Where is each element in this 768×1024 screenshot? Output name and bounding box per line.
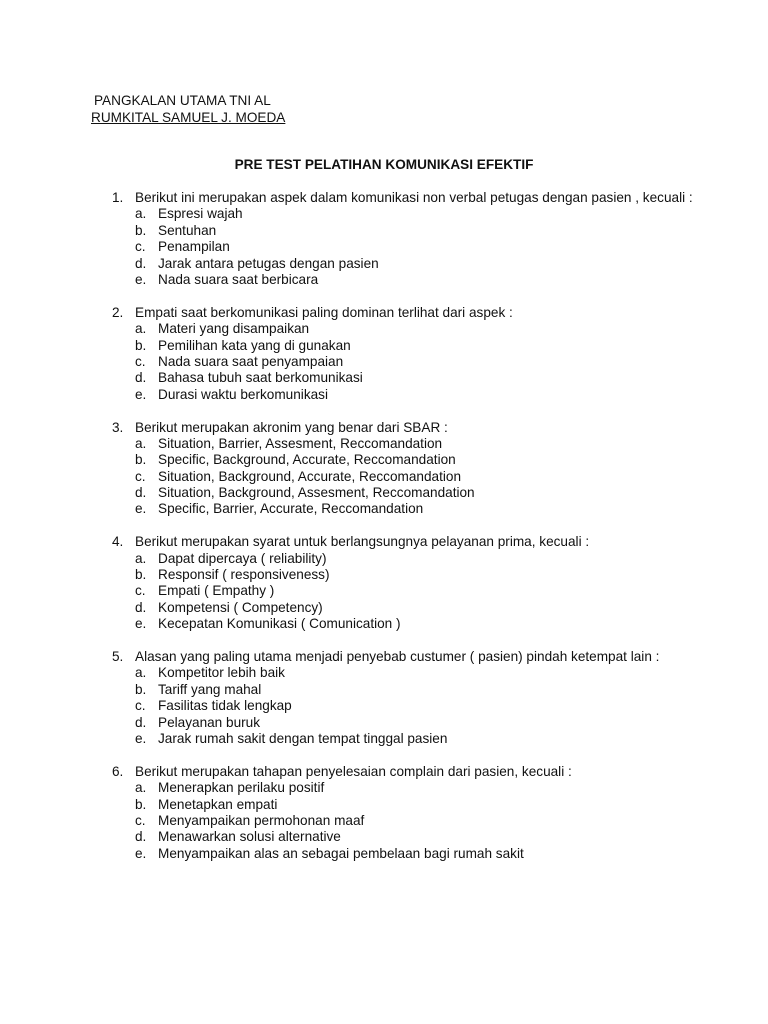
option-item xyxy=(135,715,732,731)
option-item xyxy=(135,485,732,501)
option-list xyxy=(135,665,732,747)
option-text: Pemilihan kata yang di gunakan xyxy=(158,337,351,353)
option-letter: a. xyxy=(135,550,147,566)
hospital-name: RUMKITAL SAMUEL J. MOEDA xyxy=(91,110,286,125)
question-text: Berikut ini merupakan aspek dalam komunikasi non verbal petugas dengan pasien , kecuali : xyxy=(135,190,693,205)
document-header xyxy=(91,93,285,127)
option-item xyxy=(135,665,732,681)
option-letter: c. xyxy=(135,812,146,828)
option-item xyxy=(135,338,732,354)
option-text: Penampilan xyxy=(158,239,230,255)
question-4 xyxy=(112,534,732,632)
option-text: Situation, Barrier, Assesment, Reccomandation xyxy=(158,435,443,451)
option-list xyxy=(135,436,732,518)
option-letter: e. xyxy=(135,730,147,746)
option-text: Espresi wajah xyxy=(158,206,243,222)
option-item xyxy=(135,452,732,468)
option-text: Bahasa tubuh saat berkomunikasi xyxy=(158,370,363,386)
question-3 xyxy=(112,420,732,518)
option-letter: b. xyxy=(135,681,147,697)
question-2 xyxy=(112,305,732,403)
option-item xyxy=(135,436,732,452)
option-letter: d. xyxy=(135,829,147,845)
option-letter: b. xyxy=(135,337,147,353)
question-number: 5. xyxy=(112,649,124,664)
option-text: Menyampaikan permohonan maaf xyxy=(158,812,365,828)
option-item xyxy=(135,682,732,698)
question-1 xyxy=(112,190,732,288)
option-letter: c. xyxy=(135,239,146,255)
option-text: Situation, Background, Assesment, Reccomandation xyxy=(158,485,475,501)
question-number: 3. xyxy=(112,419,124,435)
option-item xyxy=(135,387,732,403)
option-letter: d. xyxy=(135,255,147,271)
option-item xyxy=(135,616,732,632)
document-title: PRE TEST PELATIHAN KOMUNIKASI EFEKTIF xyxy=(234,157,534,172)
option-letter: d. xyxy=(135,714,147,730)
option-text: Sentuhan xyxy=(158,222,217,238)
option-text: Kompetensi ( Competency) xyxy=(158,599,323,615)
option-letter: a. xyxy=(135,321,147,337)
option-letter: d. xyxy=(135,370,147,386)
option-item xyxy=(135,354,732,370)
option-text: Kompetitor lebih baik xyxy=(158,665,285,681)
question-number: 6. xyxy=(112,763,124,779)
option-item xyxy=(135,731,732,747)
option-letter: e. xyxy=(135,501,147,517)
option-text: Specific, Background, Accurate, Reccomandation xyxy=(158,452,456,468)
institution-name: PANGKALAN UTAMA TNI AL xyxy=(94,93,271,108)
option-text: Jarak rumah sakit dengan tempat tinggal pasien xyxy=(158,730,448,746)
option-item xyxy=(135,256,732,272)
question-list xyxy=(112,190,732,879)
option-letter: b. xyxy=(135,796,147,812)
option-item xyxy=(135,846,732,862)
question-text: Berikut merupakan tahapan penyelesaian complain dari pasien, kecuali : xyxy=(135,763,572,779)
option-text: Durasi waktu berkomunikasi xyxy=(158,386,328,402)
question-number: 1. xyxy=(112,190,124,205)
question-text: Berikut merupakan syarat untuk berlangsungnya pelayanan prima, kecuali : xyxy=(135,534,590,550)
option-letter: d. xyxy=(135,485,147,501)
option-item xyxy=(135,600,732,616)
option-text: Menyampaikan alas an sebagai pembelaan bagi rumah sakit xyxy=(158,845,524,861)
option-text: Situation, Background, Accurate, Reccomandation xyxy=(158,468,462,484)
option-letter: d. xyxy=(135,599,147,615)
question-number: 4. xyxy=(112,534,124,550)
option-text: Kecepatan Komunikasi ( Comunication ) xyxy=(158,616,401,632)
option-letter: a. xyxy=(135,435,147,451)
option-text: Nada suara saat berbicara xyxy=(158,271,319,287)
option-letter: e. xyxy=(135,616,147,632)
option-list xyxy=(135,206,732,288)
option-item xyxy=(135,829,732,845)
question-5 xyxy=(112,649,732,747)
option-text: Fasilitas tidak lengkap xyxy=(158,698,292,714)
option-letter: e. xyxy=(135,845,147,861)
option-item xyxy=(135,813,732,829)
option-text: Menerapkan perilaku positif xyxy=(158,780,325,796)
option-text: Specific, Barrier, Accurate, Reccomandation xyxy=(158,501,424,517)
option-item xyxy=(135,567,732,583)
option-text: Dapat dipercaya ( reliability) xyxy=(158,550,327,566)
option-letter: b. xyxy=(135,567,147,583)
option-item xyxy=(135,321,732,337)
question-text: Berikut merupakan akronim yang benar dari SBAR : xyxy=(135,419,448,435)
option-letter: e. xyxy=(135,271,147,287)
option-item xyxy=(135,551,732,567)
option-text: Menawarkan solusi alternative xyxy=(158,829,341,845)
option-letter: a. xyxy=(135,206,147,222)
option-text: Tariff yang mahal xyxy=(158,681,262,697)
option-text: Pelayanan buruk xyxy=(158,714,261,730)
option-letter: b. xyxy=(135,222,147,238)
option-list xyxy=(135,551,732,633)
option-text: Responsif ( responsiveness) xyxy=(158,567,330,583)
option-letter: c. xyxy=(135,353,146,369)
option-item xyxy=(135,223,732,239)
option-letter: c. xyxy=(135,468,146,484)
question-6 xyxy=(112,764,732,862)
option-item xyxy=(135,780,732,796)
option-letter: c. xyxy=(135,583,146,599)
option-text: Materi yang disampaikan xyxy=(158,321,310,337)
option-text: Empati ( Empathy ) xyxy=(158,583,275,599)
option-text: Menetapkan empati xyxy=(158,796,278,812)
option-item xyxy=(135,206,732,222)
option-list xyxy=(135,780,732,862)
question-text: Empati saat berkomunikasi paling dominan terlihat dari aspek : xyxy=(135,304,513,320)
option-item xyxy=(135,370,732,386)
option-list xyxy=(135,321,732,403)
option-letter: c. xyxy=(135,698,146,714)
option-text: Jarak antara petugas dengan pasien xyxy=(158,255,379,271)
option-item xyxy=(135,469,732,485)
question-number: 2. xyxy=(112,304,124,320)
option-text: Nada suara saat penyampaian xyxy=(158,353,344,369)
option-item xyxy=(135,797,732,813)
option-item xyxy=(135,698,732,714)
option-item xyxy=(135,239,732,255)
question-text: Alasan yang paling utama menjadi penyebab custumer ( pasien) pindah ketempat lain : xyxy=(135,649,660,664)
option-letter: e. xyxy=(135,386,147,402)
option-item xyxy=(135,272,732,288)
option-letter: a. xyxy=(135,780,147,796)
option-letter: b. xyxy=(135,452,147,468)
option-item xyxy=(135,501,732,517)
option-item xyxy=(135,583,732,599)
option-letter: a. xyxy=(135,665,147,681)
